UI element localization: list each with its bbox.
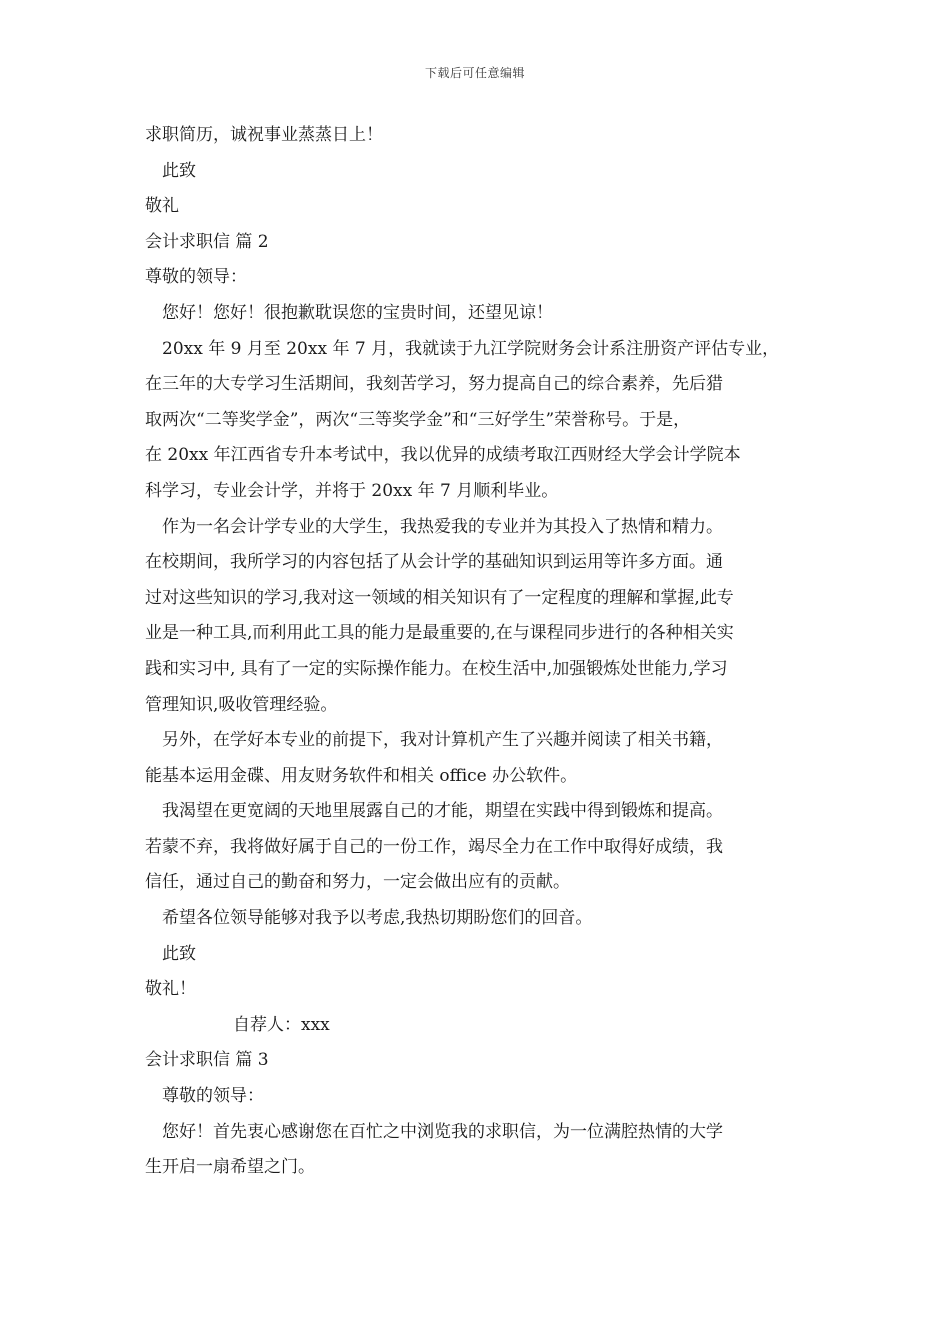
- paragraph-line: 若蒙不弃，我将做好属于自己的一份工作，竭尽全力在工作中取得好成绩，我: [145, 836, 723, 857]
- paragraph-line: 在校期间，我所学习的内容包括了从会计学的基础知识到运用等许多方面。通: [145, 552, 723, 573]
- paragraph-line: 业是一种工具,而利用此工具的能力是最重要的,在与课程同步进行的各种相关实: [145, 623, 734, 644]
- paragraph-line: 在 20xx 年江西省专升本考试中，我以优异的成绩考取江西财经大学会计学院本: [145, 445, 741, 466]
- paragraph-line: 信任，通过自己的勤奋和努力，一定会做出应有的贡献。: [145, 872, 570, 893]
- paragraph-line: 过对这些知识的学习,我对这一领域的相关知识有了一定程度的理解和掌握,此专: [145, 587, 734, 608]
- paragraph-line: 希望各位领导能够对我予以考虑,我热切期盼您们的回音。: [162, 908, 593, 929]
- greeting: 尊敬的领导：: [162, 1086, 264, 1107]
- greeting: 尊敬的领导：: [145, 267, 247, 288]
- paragraph-line: 您好！首先衷心感谢您在百忙之中浏览我的求职信，为一位满腔热情的大学: [162, 1121, 723, 1142]
- paragraph-line: 另外，在学好本专业的前提下，我对计算机产生了兴趣并阅读了相关书籍，: [162, 730, 723, 751]
- paragraph-line: 作为一名会计学专业的大学生，我热爱我的专业并为其投入了热情和精力。: [162, 516, 723, 537]
- paragraph-line: 管理知识,吸收管理经验。: [145, 694, 338, 715]
- paragraph-line: 您好！您好！很抱歉耽误您的宝贵时间，还望见谅！: [162, 302, 553, 323]
- paragraph-line: 践和实习中, 具有了一定的实际操作能力。在校生活中,加强锻炼处世能力,学习: [145, 658, 728, 679]
- paragraph-line: 求职简历，诚祝事业蒸蒸日上！: [145, 125, 383, 145]
- paragraph-line: 20xx 年 9 月至 20xx 年 7 月，我就读于九江学院财务会计系注册资产评估专业，: [162, 338, 780, 359]
- page-header: 下载后可任意编辑: [424, 66, 525, 80]
- paragraph-line: 科学习，专业会计学，并将于 20xx 年 7 月顺利毕业。: [145, 480, 559, 501]
- closing-regards: 敬礼: [145, 196, 179, 217]
- section-title: 会计求职信 篇 2: [145, 231, 269, 252]
- signature: 自荐人：xxx: [233, 1014, 330, 1035]
- paragraph-line: 我渴望在更宽阔的天地里展露自己的才能，期望在实践中得到锻炼和提高。: [162, 801, 723, 822]
- closing-salutation: 此致: [162, 160, 196, 181]
- closing-regards: 敬礼！: [145, 979, 196, 1000]
- paragraph-line: 能基本运用金碟、用友财务软件和相关 office 办公软件。: [145, 765, 578, 786]
- section-title: 会计求职信 篇 3: [145, 1050, 269, 1071]
- paragraph-line: 生开启一扇希望之门。: [145, 1157, 315, 1178]
- paragraph-line: 取两次“二等奖学金”，两次“三等奖学金”和“三好学生”荣誉称号。于是，: [145, 409, 691, 430]
- paragraph-line: 在三年的大专学习生活期间，我刻苦学习，努力提高自己的综合素养，先后猎: [145, 374, 723, 395]
- closing-salutation: 此致: [162, 943, 196, 964]
- document-body: [145, 118, 825, 1186]
